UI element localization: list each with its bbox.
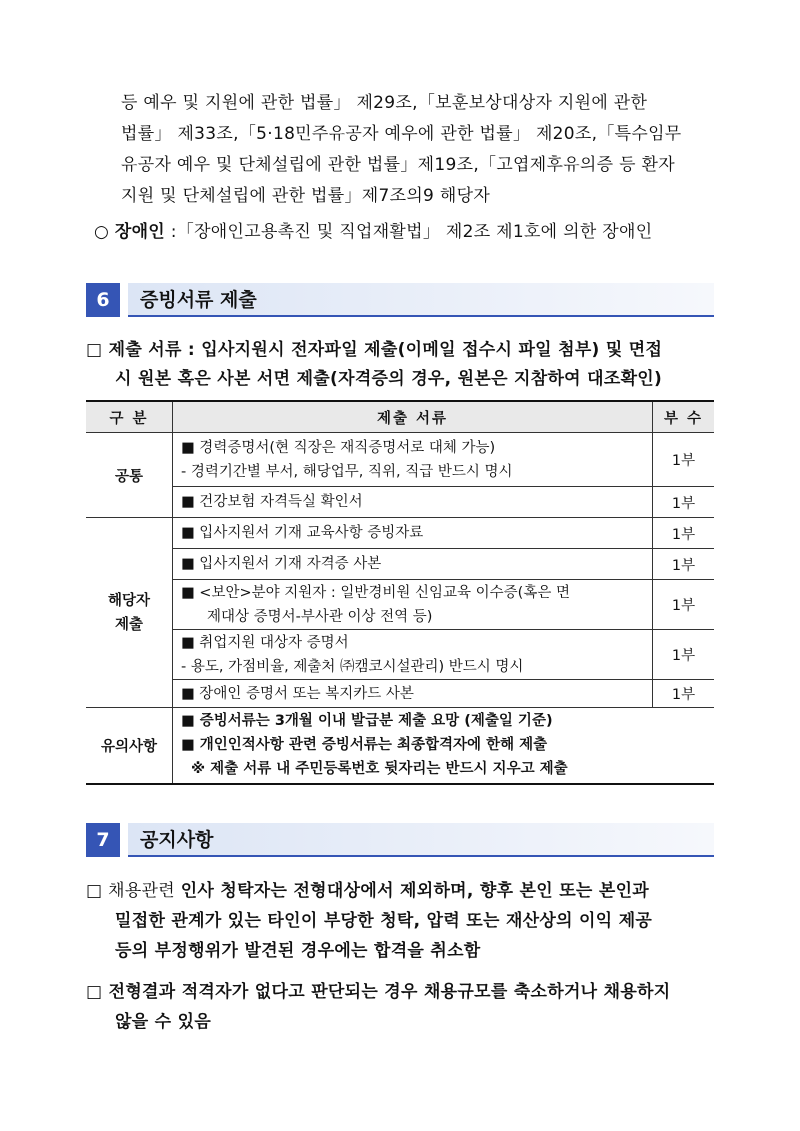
submit-text-1: 제출 서류 : 입사지원시 전자파일 제출(이메일 접수시 파일 첨부) 및 면접 [108, 340, 663, 360]
category-applicable [86, 518, 173, 708]
document-line: ■ 장애인 증명서 또는 복지카드 사본 [181, 685, 414, 702]
count-cell: 1부 [653, 487, 715, 518]
notes-cell [173, 708, 715, 784]
table-header-row [86, 401, 714, 433]
header-count: 부 수 [653, 401, 715, 433]
count-cell: 1부 [653, 580, 715, 630]
notice-2-line-2: 않을 수 있음 [115, 1012, 212, 1032]
notice-1-line-2: 밀접한 관계가 있는 타인이 부당한 청탁, 압력 또는 재산상의 이익 제공 [115, 911, 653, 931]
count-cell: 1부 [653, 630, 715, 680]
document-line: ■ 입사지원서 기재 자격증 사본 [181, 556, 382, 572]
intro-line-1: 등 예우 및 지원에 관한 법률」 제29조,「보훈보상대상자 지원에 관한 [121, 93, 648, 113]
table-row [86, 680, 714, 708]
section-7-number: 7 [86, 823, 120, 857]
section-6-number: 6 [86, 283, 120, 317]
notice-2-line-1 [86, 977, 671, 1008]
intro-line-4: 지원 및 단체설립에 관한 법률」제7조의9 해당자 [121, 186, 491, 206]
table-row [86, 433, 714, 487]
count-cell: 1부 [653, 518, 715, 549]
document-line: 제대상 증명서-부사관 이상 전역 등) [207, 608, 433, 625]
document-cell [173, 549, 653, 580]
document-line: ■ 입사지원서 기재 교육사항 증빙자료 [181, 525, 424, 541]
disabled-item [94, 217, 652, 248]
note-line: ■ 증빙서류는 3개월 이내 발급분 제출 요망 (제출일 기준) [181, 713, 553, 730]
document-line: - 경력기간별 부서, 해당업무, 직위, 직급 반드시 명시 [181, 463, 513, 480]
intro-line-3: 유공자 예우 및 단체설립에 관한 법률」제19조,「고엽제후유의증 등 환자 [121, 155, 675, 175]
section-6-title: 증빙서류 제출 [140, 289, 257, 311]
table-row [86, 518, 714, 549]
category-applicable-line-2: 제출 [114, 616, 143, 633]
notice-1-text-1: 인사 청탁자는 전형대상에서 제외하며, 향후 본인 또는 본인과 [180, 881, 650, 901]
checkbox-icon: □ [86, 340, 103, 360]
notice-2-text-1: 전형결과 적격자가 없다고 판단되는 경우 채용규모를 축소하거나 채용하지 [108, 982, 671, 1002]
document-cell [173, 487, 653, 518]
header-documents: 제출 서류 [173, 401, 653, 433]
table-row [86, 549, 714, 580]
document-cell [173, 433, 653, 487]
document-line: ■ 건강보험 자격득실 확인서 [181, 494, 363, 510]
count-cell: 1부 [653, 433, 715, 487]
header-category: 구 분 [86, 401, 173, 433]
count-cell: 1부 [653, 549, 715, 580]
checkbox-icon: □ [86, 881, 103, 901]
section-7-bar [128, 823, 714, 857]
section-7-header [86, 823, 714, 857]
note-line: ■ 개인인적사항 관련 증빙서류는 최종합격자에 한해 제출 [181, 737, 548, 754]
disabled-label: 장애인 [114, 222, 166, 242]
section-6-underline [128, 315, 714, 317]
section-6-header [86, 283, 714, 317]
table-row [86, 630, 714, 680]
intro-line-2: 법률」 제33조,「5·18민주유공자 예우에 관한 법률」 제20조,「특수임무 [121, 124, 682, 144]
notice-1-line-1 [86, 876, 649, 907]
document-line: ■ 경력증명서(현 직장은 재직증명서로 대체 가능) [181, 439, 496, 456]
table-row [86, 487, 714, 518]
checkbox-icon: □ [86, 982, 103, 1002]
disabled-text: :「장애인고용촉진 및 직업재활법」 제2조 제1호에 의한 장애인 [165, 222, 653, 242]
section-7-title: 공지사항 [140, 829, 214, 851]
submit-line-1 [86, 335, 662, 366]
document-line: ■ 취업지원 대상자 증명서 [181, 634, 349, 651]
note-line: ※ 제출 서류 내 주민등록번호 뒷자리는 반드시 지우고 제출 [191, 761, 568, 778]
notice-1-prefix: 채용관련 [108, 881, 181, 901]
document-cell [173, 518, 653, 549]
category-notes: 유의사항 [86, 708, 173, 784]
document-cell [173, 630, 653, 680]
circle-bullet-icon: ○ [94, 222, 110, 242]
documents-table [86, 400, 714, 785]
document-line: - 용도, 가점비율, 제출처 ㈜캠코시설관리) 반드시 명시 [181, 658, 524, 675]
category-applicable-line-1: 해당자 [107, 592, 151, 609]
document-cell [173, 580, 653, 630]
table-row [86, 580, 714, 630]
category-common: 공통 [86, 433, 173, 518]
notice-1-line-3: 등의 부정행위가 발견된 경우에는 합격을 취소함 [115, 941, 481, 961]
document-line: ■ <보안>분야 지원자 : 일반경비원 신임교육 이수증(혹은 면 [181, 584, 570, 601]
document-cell [173, 680, 653, 708]
count-cell: 1부 [653, 680, 715, 708]
table-row [86, 708, 714, 784]
submit-line-2: 시 원본 혹은 사본 서면 제출(자격증의 경우, 원본은 지참하여 대조확인) [115, 369, 663, 389]
section-7-underline [128, 855, 714, 857]
